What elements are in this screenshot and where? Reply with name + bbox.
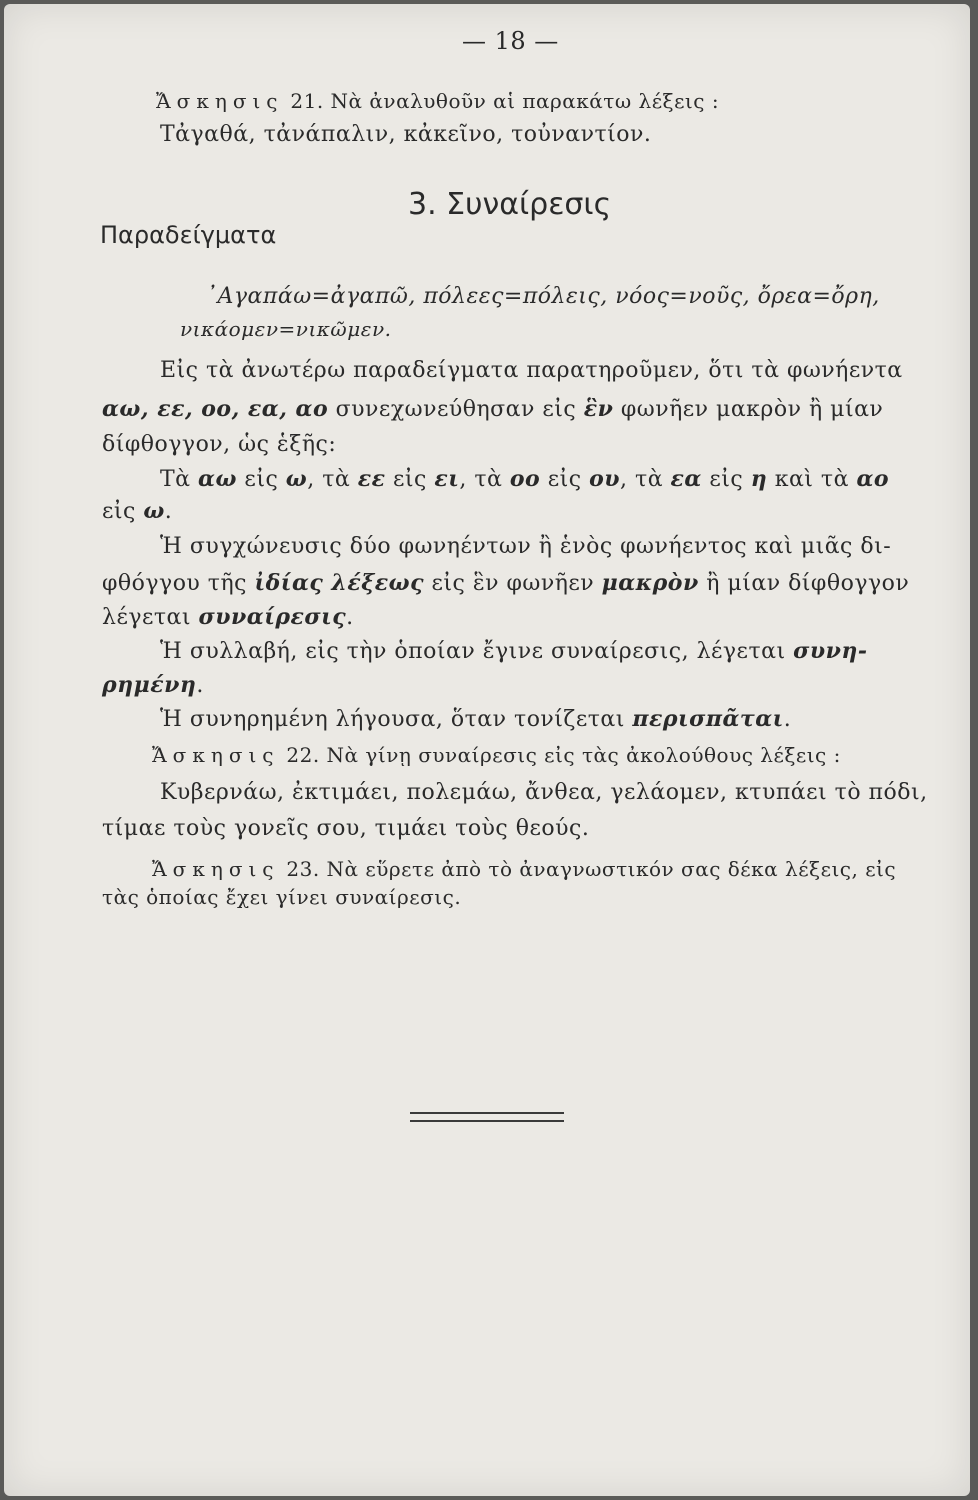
para2-line-1: Τὰ αω εἰς ω, τὰ εε εἰς ει, τὰ οο εἰς ου, τὰ εα εἰς η καὶ τὰ αο (160, 466, 890, 492)
para2-line-2: εἰς ω. (102, 498, 173, 524)
exercise-21-label: Ἄσκησις (156, 89, 284, 113)
para5-line: Ἡ συνηρημένη λήγουσα, ὅταν τονίζεται περισπᾶται. (160, 706, 792, 732)
exercise-21-line (156, 88, 719, 114)
book-page (4, 4, 970, 1496)
exercise-23-text-2: τὰς ὁποίας ἔχει γίνει συναίρεσις. (102, 885, 462, 909)
vowel-groups: αω, εε, οο, εα, αο (102, 396, 329, 422)
end-rule-top (410, 1112, 564, 1114)
exercise-22-label: Ἄσκησις (152, 743, 280, 767)
para3-line-3: λέγεται συναίρεσις. (102, 604, 354, 630)
exercise-22-words-1: Κυβερνάω, ἐκτιμάει, πολεμάω, ἄνθεα, γελάομεν, κτυπάει τὸ πόδι, (160, 780, 928, 805)
para1-line-2: αω, εε, οο, εα, αο συνεχωνεύθησαν εἰς ἓν φωνῆεν μακρὸν ἢ μίαν (102, 396, 884, 422)
para3-line-1: Ἡ συγχώνευσις δύο φωνηέντων ἢ ἑνὸς φωνήεντος καὶ μιᾶς δι- (160, 534, 892, 559)
exercise-22-words-2: τίμαε τοὺς γονεῖς σου, τιμάει τοὺς θεούς. (102, 816, 590, 841)
examples-label: Παραδείγματα (100, 221, 277, 249)
para4-line-2: ρημένη. (102, 672, 204, 698)
exercise-21-words: Τἀγαθά, τἀνάπαλιν, κἀκεῖνο, τοὐναντίον. (160, 122, 652, 147)
exercise-21-text: 21. Νὰ ἀναλυθοῦν αἱ παρακάτω λέξεις : (290, 89, 720, 113)
end-rule-bottom (410, 1120, 564, 1122)
para4-line-1: Ἡ συλλαβή, εἰς τὴν ὁποίαν ἔγινε συναίρεσις, λέγεται συνη- (160, 638, 868, 664)
para1-line-3: δίφθογγον, ὡς ἑξῆς: (102, 432, 337, 457)
exercise-22-text: 22. Νὰ γίνῃ συναίρεσις εἰς τὰς ἀκολούθους λέξεις : (286, 743, 841, 767)
page-number: — 18 — (462, 27, 559, 55)
section-heading: 3. Συναίρεσις (408, 187, 612, 222)
exercise-22-line (152, 742, 841, 768)
para1-line-1: Εἰς τὰ ἀνωτέρω παραδείγματα παρατηροῦμεν, ὅτι τὰ φωνήεντα (160, 358, 903, 383)
examples-line-1: ᾿Αγαπάω=ἀγαπῶ, πόλεες=πόλεις, νόος=νοῦς, ὄρεα=ὄρη, (206, 284, 880, 309)
para3-line-2: φθόγγου τῆς ἰδίας λέξεως εἰς ἓν φωνῆεν μακρὸν ἢ μίαν δίφθογγον (102, 570, 910, 596)
exercise-23-label: Ἄσκησις (152, 857, 280, 881)
exercise-23-text: 23. Νὰ εὕρετε ἀπὸ τὸ ἀναγνωστικόν σας δέκα λέξεις, εἰς (286, 857, 897, 881)
examples-line-2: νικάομεν=νικῶμεν. (180, 317, 392, 341)
exercise-23-line (152, 856, 896, 882)
